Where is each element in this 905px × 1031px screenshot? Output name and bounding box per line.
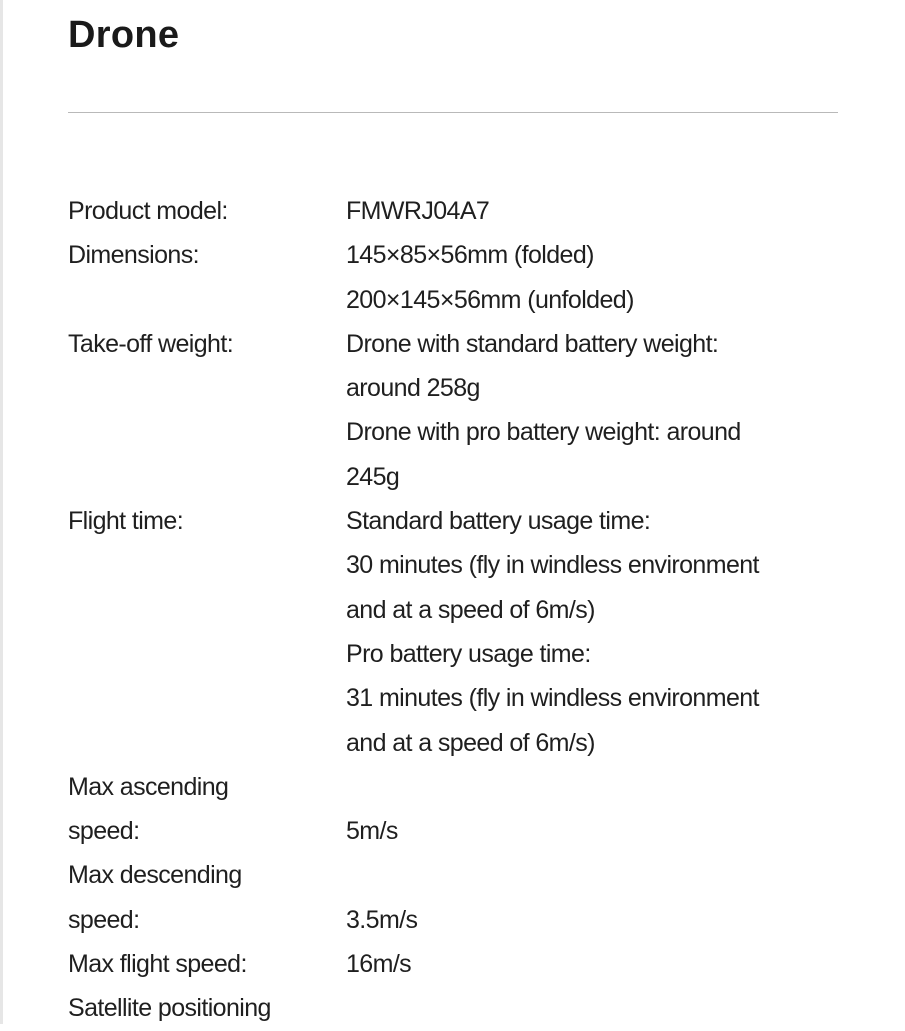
spec-row-max-ascending-speed <box>68 765 858 854</box>
spec-value-line: 3.5m/s <box>346 905 418 934</box>
spec-value-line: and at a speed of 6m/s) <box>346 595 595 624</box>
spec-value-line: around 258g <box>346 374 480 403</box>
spec-value <box>346 322 858 499</box>
spec-value <box>346 765 858 854</box>
spec-value-line: Drone with pro battery weight: around <box>346 418 741 447</box>
spec-label <box>68 942 346 986</box>
spec-label-line: Max descending <box>68 861 242 890</box>
spec-value-line: Standard battery usage time: <box>346 507 651 536</box>
spec-value-line: 16m/s <box>346 950 412 979</box>
spec-label-line: Take-off weight: <box>68 329 234 358</box>
spec-value-line: 145×85×56mm (folded) <box>346 241 594 270</box>
spec-row-dimensions <box>68 233 858 322</box>
spec-value-line <box>346 853 858 897</box>
spec-label <box>68 322 346 366</box>
spec-label-line: speed: <box>68 905 140 934</box>
spec-value-line: 245g <box>346 462 400 491</box>
spec-value <box>346 499 858 765</box>
spec-list <box>68 189 858 1031</box>
page-title: Drone <box>68 14 180 56</box>
spec-value <box>346 233 858 322</box>
spec-value <box>346 853 858 942</box>
spec-value-line: Pro battery usage time: <box>346 639 591 668</box>
spec-label-line: Product model: <box>68 197 228 225</box>
spec-value-line: and at a speed of 6m/s) <box>346 728 595 757</box>
spec-row-max-flight-speed <box>68 942 858 986</box>
spec-value-line: Drone with standard battery weight: <box>346 329 719 358</box>
spec-label <box>68 853 346 942</box>
spec-label-line: Flight time: <box>68 507 184 536</box>
spec-label-line: speed: <box>68 817 140 846</box>
spec-label <box>68 233 346 277</box>
spec-value-line: 5m/s <box>346 817 398 846</box>
spec-value-line: FMWRJ04A7 <box>346 197 490 225</box>
spec-value <box>346 189 858 233</box>
spec-label <box>68 499 346 543</box>
spec-label-line: Satellite positioning <box>68 994 271 1023</box>
spec-row-take-off-weight <box>68 322 858 499</box>
spec-value-line: 30 minutes (fly in windless environment <box>346 551 759 580</box>
spec-row-max-descending-speed <box>68 853 858 942</box>
spec-label-line: Max flight speed: <box>68 950 247 979</box>
spec-label <box>68 189 346 233</box>
spec-row-product-model <box>68 189 858 233</box>
spec-label <box>68 765 346 854</box>
left-edge-border <box>0 0 3 1024</box>
spec-value-line <box>346 765 858 809</box>
spec-label-line: Max ascending <box>68 772 229 801</box>
spec-row-flight-time <box>68 499 858 765</box>
spec-value-line: 200×145×56mm (unfolded) <box>346 285 634 314</box>
spec-value <box>346 942 858 986</box>
title-divider <box>68 112 838 113</box>
spec-value-line: 31 minutes (fly in windless environment <box>346 684 759 713</box>
spec-label-line: Dimensions: <box>68 241 199 270</box>
